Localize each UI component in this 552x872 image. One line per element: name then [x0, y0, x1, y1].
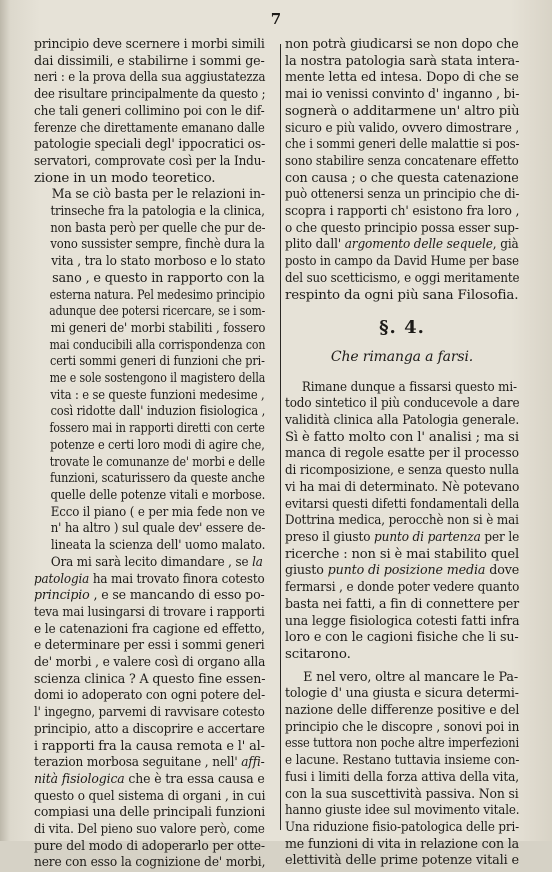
text-run: , già	[492, 237, 519, 253]
text-line: elettività delle prime potenze vitali e	[285, 853, 519, 869]
text-line: evitarsi questi difetti fondamentali della	[285, 496, 520, 512]
text-line: certi sommi generi di funzioni che pri-	[50, 354, 265, 370]
page-number: 7	[270, 10, 282, 28]
paragraph-left-2	[34, 187, 265, 554]
text-line: me funzioni di vita in relazione con la	[285, 836, 520, 852]
text-line: Sì è fatto molto con l' analisi ; ma si	[285, 429, 519, 445]
right-column	[285, 37, 519, 870]
text-line: mi generi de' morbi stabiliti , fossero	[50, 320, 266, 336]
text-line: e determinare per essi i sommi generi	[34, 638, 265, 654]
text-line: teva mai lusingarsi di trovare i rapporti	[34, 604, 265, 620]
text-line: esse tuttora non poche altre imperfezioni	[285, 736, 519, 752]
italic-term: patologia	[34, 571, 90, 587]
text-run: ha mai trovato finora cotesto	[89, 571, 265, 587]
text-line	[285, 237, 519, 254]
text-line: mai io venissi convinto d' inganno , bi-	[285, 87, 520, 103]
text-line: manca di regole esatte per il processo	[285, 446, 519, 462]
text-line: e lacune. Restano tuttavia insieme con-	[285, 753, 520, 769]
text-line: vi ha mai di determinato. Nè potevano	[285, 479, 520, 495]
text-line: Ma se ciò basta per le relazioni in-	[51, 187, 265, 203]
text-line: loro e con le cagioni fisiche che li su-	[285, 630, 519, 646]
text-line: funzioni, scaturissero da queste anche	[49, 471, 265, 487]
text-line: nere con esso la cognizione de' morbi,	[34, 855, 266, 871]
text-line: basta nei fatti, a fin di connettere per	[285, 596, 520, 612]
section-subtitle: Che rimanga a farsi.	[330, 348, 474, 365]
text-line: e le catenazioni fra cagione ed effetto,	[34, 621, 265, 637]
text-line: posto in campo da David Hume per base	[285, 254, 519, 270]
text-line: Rimane dunque a fissarsi questo mi-	[301, 379, 517, 395]
text-line: trinseche fra la patologia e la clinica,	[50, 204, 265, 220]
text-line: adunque dee potersi ricercare, se i som-	[49, 304, 266, 320]
text-run: giusto	[285, 563, 328, 579]
italic-term: punto di partenza	[374, 529, 481, 545]
text-line: Una riduzione fisio-patologica delle pri-	[285, 819, 520, 835]
text-line	[285, 529, 520, 547]
paragraph-left-3	[34, 555, 265, 872]
text-line: domi io adoperato con ogni potere del-	[34, 688, 266, 704]
text-run: plito dall'	[285, 237, 345, 253]
text-line: con la sua suscettività passiva. Non si	[285, 786, 519, 802]
text-line: me e sole sostengono il magistero della	[49, 371, 266, 387]
text-line: fermarsi , e donde poter vedere quanto	[285, 580, 520, 596]
text-line: pure del modo di adoperarlo per otte-	[34, 838, 265, 854]
text-line	[34, 588, 265, 605]
text-line: ricerche : non si è mai stabilito quel	[285, 546, 520, 562]
text-line: esterna natura. Pel medesimo principio	[49, 287, 265, 303]
text-line	[34, 771, 265, 789]
text-line: lineata la scienza dell' uomo malato.	[50, 538, 266, 554]
text-line: una legge fisiologica cotesti fatti infra	[285, 613, 520, 629]
text-run: per le	[480, 529, 520, 545]
column-divider	[280, 44, 281, 830]
italic-term: argomento delle sequele	[344, 237, 493, 253]
text-line: compiasi una delle principali funzioni	[34, 805, 266, 821]
text-line: questo o quel sistema di organi , in cui	[34, 788, 266, 804]
text-line: respinto da ogni più sana Filosofia.	[285, 287, 519, 303]
text-line: neri : e la prova della sua aggiustatezza	[34, 70, 266, 86]
italic-term: nità fisiologica	[34, 771, 125, 787]
paragraph-right-3	[285, 670, 519, 870]
text-line: di ricomposizione, e senza questo nulla	[285, 463, 519, 479]
text-line: così ridotte dall' induzion fisiologica ,	[50, 404, 266, 420]
text-line: zione in un modo teoretico.	[34, 170, 216, 186]
text-line: hanno giuste idee sul movimento vitale.	[285, 803, 520, 819]
text-line: mai conducibili alla corrispondenza con	[49, 337, 266, 353]
text-run: , e se mancando di esso po-	[89, 588, 265, 604]
italic-term: affi-	[241, 755, 265, 771]
text-line: che i sommi generi delle malattie si pos-	[285, 137, 520, 153]
text-line: i rapporti fra la causa remota e l' al-	[34, 738, 265, 754]
text-line: non basta però per quelle che pur de-	[50, 220, 266, 236]
section-heading: §. 4.	[379, 317, 425, 339]
text-line: scienza clinica ? A questo fine essen-	[34, 671, 266, 687]
paragraph-left-1	[34, 37, 265, 187]
text-line: l' ingegno, parvemi di ravvisare cotesto	[34, 705, 265, 721]
text-line: scitarono.	[285, 646, 351, 662]
text-line: la nostra patologia sarà stata intera-	[285, 53, 520, 69]
text-line: sicuro e più valido, ovvero dimostrare ,	[285, 120, 520, 136]
italic-term: la	[252, 554, 263, 570]
text-line: n' ha altro ) sul quale dev' essere de-	[50, 521, 266, 537]
text-line: può ottenersi senza un principio che di-	[285, 187, 520, 203]
text-run: che è tra essa causa e	[124, 771, 265, 787]
text-line: quelle delle potenze vitali e morbose.	[50, 487, 266, 503]
text-line: mente letta ed intesa. Dopo di che se	[285, 70, 519, 86]
text-line	[285, 563, 520, 580]
text-run: dove	[485, 563, 520, 579]
text-run: Ora mi sarà lecito dimandare , se	[50, 554, 253, 570]
text-line: vono sussister sempre, finchè dura la	[50, 237, 265, 253]
text-line: non potrà giudicarsi se non dopo che	[285, 37, 519, 52]
text-line: nazione delle differenze positive e del	[285, 703, 520, 719]
text-run: preso il giusto	[285, 529, 375, 545]
text-line: todo sintetico il più conducevole a dare	[285, 396, 520, 412]
text-line	[34, 554, 263, 572]
left-column	[34, 37, 265, 872]
text-line: validità clinica alla Patologia generale.	[285, 413, 520, 429]
text-line: del suo scetticismo, e oggi meritamente	[285, 270, 520, 286]
text-line: servatori, comprovate così per la Indu-	[34, 153, 266, 169]
text-line: tologie d' una giusta e sicura determi-	[285, 686, 519, 702]
text-line: sognerà o additarmene un' altro più	[285, 103, 520, 119]
text-line: vita , tra lo stato morboso e lo stato	[51, 254, 266, 270]
text-line: sano , e questo in rapporto con la	[52, 270, 265, 286]
text-line: principio deve scernere i morbi simili	[34, 37, 265, 52]
text-line: o che questo principio possa esser sup-	[285, 220, 519, 236]
text-line: principio, atto a discoprire e accertare	[34, 721, 265, 737]
paragraph-right-1	[285, 37, 519, 304]
text-line: Ecco il piano ( e per mia fede non ve	[50, 504, 265, 520]
text-line: scopra i rapporti ch' esistono fra loro ,	[285, 204, 520, 220]
text-line: E nel vero, oltre al mancare le Pa-	[303, 669, 519, 685]
text-line: che tali generi collimino poi con le dif-	[34, 103, 265, 119]
text-line: con causa ; o che questa catenazione	[285, 170, 519, 186]
text-run: terazion morbosa seguitane , nell'	[34, 755, 242, 771]
text-line: vita : e se queste funzioni medesime ,	[50, 387, 265, 403]
text-line	[34, 755, 265, 772]
text-line: fusi i limiti della forza attiva della vita,	[285, 769, 520, 785]
text-line: de' morbi , e valere così di organo alla	[34, 655, 266, 671]
text-line: fossero mai in rapporti diretti con certe	[49, 421, 265, 437]
text-line	[34, 571, 265, 589]
italic-term: punto di posizione media	[327, 563, 486, 579]
text-line: trovate le comunanze de' morbi e delle	[49, 454, 265, 470]
paragraph-right-2	[285, 380, 519, 664]
italic-term: principio	[34, 588, 90, 604]
text-line: Dottrina medica, perocchè non si è mai	[285, 513, 519, 529]
text-line: dee risultare principalmente da questo ;	[34, 87, 266, 103]
text-line: patologie speciali degl' ippocratici os-	[34, 137, 266, 153]
text-line: ferenze che direttamente emanano dalle	[34, 120, 265, 136]
text-line: potenze e certi loro modi di agire che,	[50, 437, 265, 453]
text-line: principio che le discopre , sonovi poi in	[285, 719, 520, 735]
text-line: dai dissimili, e stabilirne i sommi ge-	[34, 53, 265, 69]
text-line: di vita. Del pieno suo valore però, come	[34, 822, 265, 838]
text-line: sono stabilire senza concatenare effetto	[285, 153, 519, 169]
